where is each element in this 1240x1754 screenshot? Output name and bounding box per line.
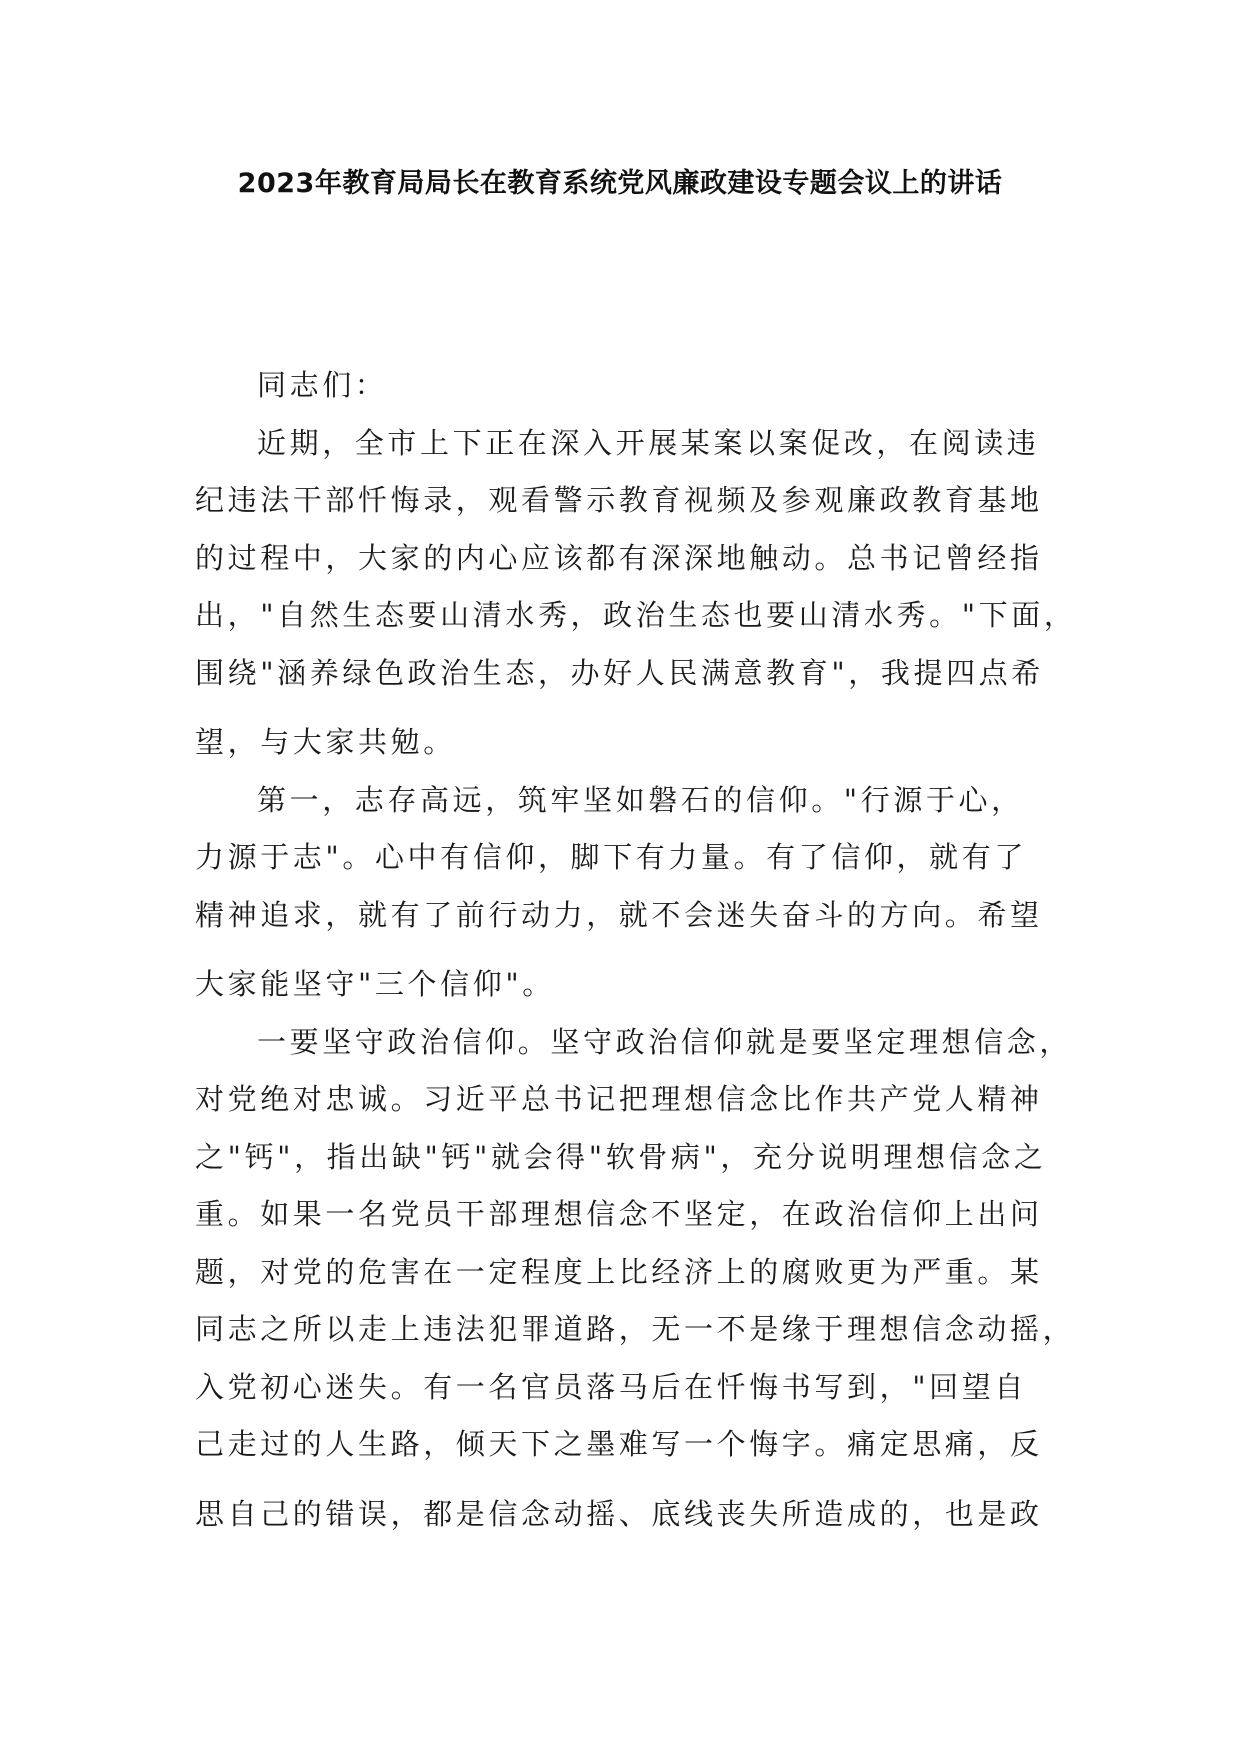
salutation: 同志们： xyxy=(257,368,388,402)
paragraph-line: 精神追求，就有了前行动力，就不会迷失奋斗的方向。希望 xyxy=(195,897,1043,932)
paragraph-line: 围绕"涵养绿色政治生态，办好人民满意教育"，我提四点希 xyxy=(195,655,1044,690)
paragraph-line: 题，对党的危害在一定程度上比经济上的腐败更为严重。某 xyxy=(195,1254,1043,1289)
paragraph-line: 入党初心迷失。有一名官员落马后在忏悔书写到，"回望自 xyxy=(195,1369,1027,1404)
paragraph-line: 思自己的错误，都是信念动摇、底线丧失所造成的，也是政 xyxy=(195,1496,1043,1531)
paragraph-line: 一要坚守政治信仰。坚守政治信仰就是要坚定理想信念， xyxy=(257,1024,1073,1059)
paragraph-line: 己走过的人生路，倾天下之墨难写一个悔字。痛定思痛，反 xyxy=(195,1427,1043,1461)
paragraph-line: 望，与大家共勉。 xyxy=(195,725,456,759)
paragraph-line: 同志之所以走上违法犯罪道路，无一不是缘于理想信念动摇， xyxy=(195,1312,1076,1346)
paragraph-line: 对党绝对忠诚。习近平总书记把理想信念比作共产党人精神 xyxy=(195,1082,1043,1116)
paragraph-line: 出，"自然生态要山清水秀，政治生态也要山清水秀。"下面， xyxy=(195,598,1077,632)
document-title: 2023年教育局局长在教育系统党风廉政建设专题会议上的讲话 xyxy=(237,168,1003,199)
paragraph-line: 力源于志"。心中有信仰，脚下有力量。有了信仰，就有了 xyxy=(195,840,1027,874)
paragraph-line: 近期，全市上下正在深入开展某案以案促改，在阅读违 xyxy=(257,425,1040,460)
paragraph-line: 的过程中，大家的内心应该都有深深地触动。总书记曾经指 xyxy=(195,540,1043,575)
paragraph-line: 之"钙"，指出缺"钙"就会得"软骨病"，充分说明理想信念之 xyxy=(195,1139,1047,1174)
paragraph-line: 重。如果一名党员干部理想信念不坚定，在政治信仰上出问 xyxy=(195,1197,1043,1231)
paragraph-line: 第一，志存高远，筑牢坚如磐石的信仰。"行源于心， xyxy=(257,782,1024,817)
paragraph-line: 纪违法干部忏悔录，观看警示教育视频及参观廉政教育基地 xyxy=(195,483,1043,517)
paragraph-line: 大家能坚守"三个信仰"。 xyxy=(195,967,555,1001)
document-body xyxy=(195,357,1077,1543)
